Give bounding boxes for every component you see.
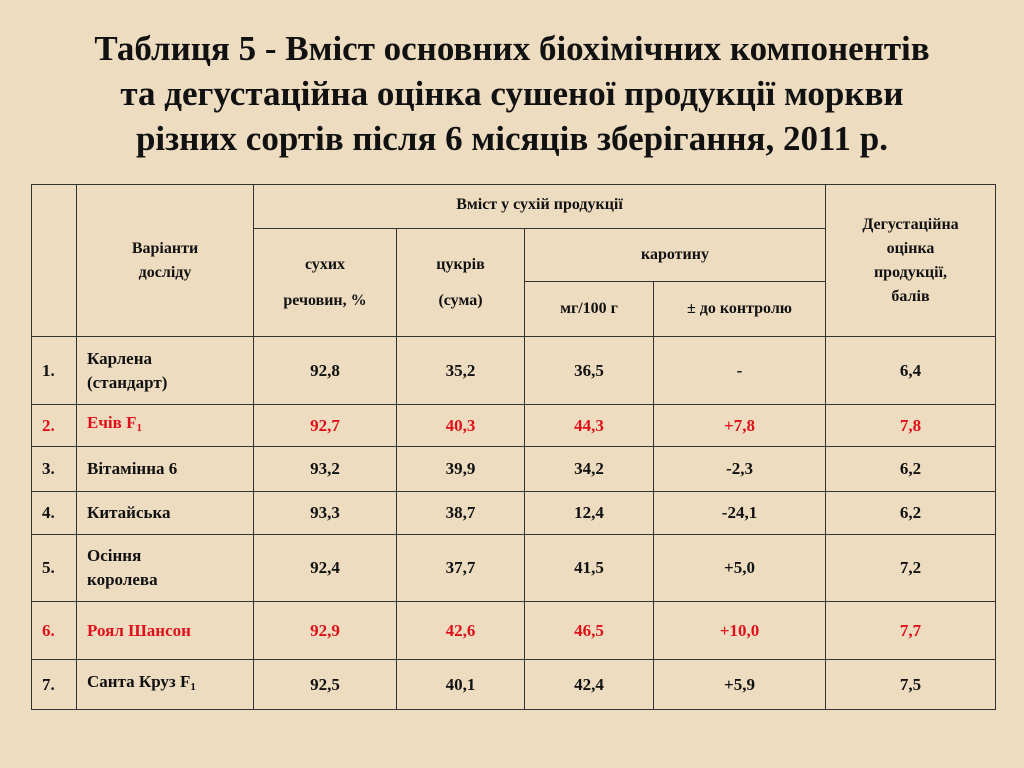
delta-value: -	[654, 337, 826, 405]
score-value: 7,2	[826, 535, 996, 602]
dry-matter-value: 92,7	[254, 405, 397, 447]
delta-value: +7,8	[654, 405, 826, 447]
sugar-value: 40,3	[397, 405, 525, 447]
delta-value: -24,1	[654, 492, 826, 535]
variety-name: Ечів $F_1$	[77, 405, 254, 447]
table-row	[32, 492, 996, 535]
header-carotene: каротину	[525, 229, 826, 282]
table-row	[32, 447, 996, 492]
table-row	[32, 660, 996, 710]
sugar-value: 37,7	[397, 535, 525, 602]
title-line-1: Таблиця 5 - Вміст основних біохімічних компонентів	[94, 29, 930, 68]
table-row	[32, 337, 996, 405]
carotene-value: 12,4	[525, 492, 654, 535]
header-dry-content: Вміст у сухій продукції	[254, 185, 826, 229]
variety-name: Осіння королева	[77, 535, 254, 602]
delta-value: -2,3	[654, 447, 826, 492]
carotene-value: 46,5	[525, 602, 654, 660]
variety-name: Санта Круз $F_1$	[77, 660, 254, 710]
header-tasting-score: Дегустаційна оцінка продукції, балів	[826, 185, 996, 337]
header-sugars: цукрів (сума)	[397, 229, 525, 337]
title-line-3: різних сортів після 6 місяців зберігання, 2011 р.	[135, 119, 889, 158]
dry-matter-value: 93,3	[254, 492, 397, 535]
dry-matter-value: 93,2	[254, 447, 397, 492]
row-number: 4.	[32, 492, 77, 535]
delta-value: +10,0	[654, 602, 826, 660]
delta-value: +5,9	[654, 660, 826, 710]
carotene-value: 44,3	[525, 405, 654, 447]
table-row	[32, 602, 996, 660]
dry-matter-value: 92,5	[254, 660, 397, 710]
title-line-2: та дегустаційна оцінка сушеної продукції моркви	[120, 74, 904, 113]
header-dry-matter: сухих речовин, %	[254, 229, 397, 337]
sugar-value: 42,6	[397, 602, 525, 660]
table-row	[32, 535, 996, 602]
variety-name: Китайська	[77, 492, 254, 535]
delta-value: +5,0	[654, 535, 826, 602]
row-number: 1.	[32, 337, 77, 405]
row-number: 2.	[32, 405, 77, 447]
carotene-value: 41,5	[525, 535, 654, 602]
variety-name: Роял Шансон	[77, 602, 254, 660]
score-value: 6,2	[826, 492, 996, 535]
page-title	[40, 26, 984, 161]
sugar-value: 40,1	[397, 660, 525, 710]
score-value: 7,5	[826, 660, 996, 710]
header-mg-per-100g: мг/100 г	[525, 282, 654, 337]
variety-name: Карлена (стандарт)	[77, 337, 254, 405]
score-value: 6,4	[826, 337, 996, 405]
variety-name: Вітамінна 6	[77, 447, 254, 492]
header-num-cell	[32, 185, 77, 337]
row-number: 5.	[32, 535, 77, 602]
header-row-1	[32, 185, 996, 229]
table-row	[32, 405, 996, 447]
sugar-value: 39,9	[397, 447, 525, 492]
sugar-value: 38,7	[397, 492, 525, 535]
score-value: 6,2	[826, 447, 996, 492]
sugar-value: 35,2	[397, 337, 525, 405]
carotene-value: 34,2	[525, 447, 654, 492]
carotene-value: 42,4	[525, 660, 654, 710]
score-value: 7,8	[826, 405, 996, 447]
dry-matter-value: 92,4	[254, 535, 397, 602]
header-variants: Варіанти досліду	[77, 185, 254, 337]
data-table	[31, 184, 996, 710]
header-vs-control: ± до контролю	[654, 282, 826, 337]
row-number: 7.	[32, 660, 77, 710]
row-number: 6.	[32, 602, 77, 660]
carotene-value: 36,5	[525, 337, 654, 405]
dry-matter-value: 92,8	[254, 337, 397, 405]
score-value: 7,7	[826, 602, 996, 660]
dry-matter-value: 92,9	[254, 602, 397, 660]
row-number: 3.	[32, 447, 77, 492]
